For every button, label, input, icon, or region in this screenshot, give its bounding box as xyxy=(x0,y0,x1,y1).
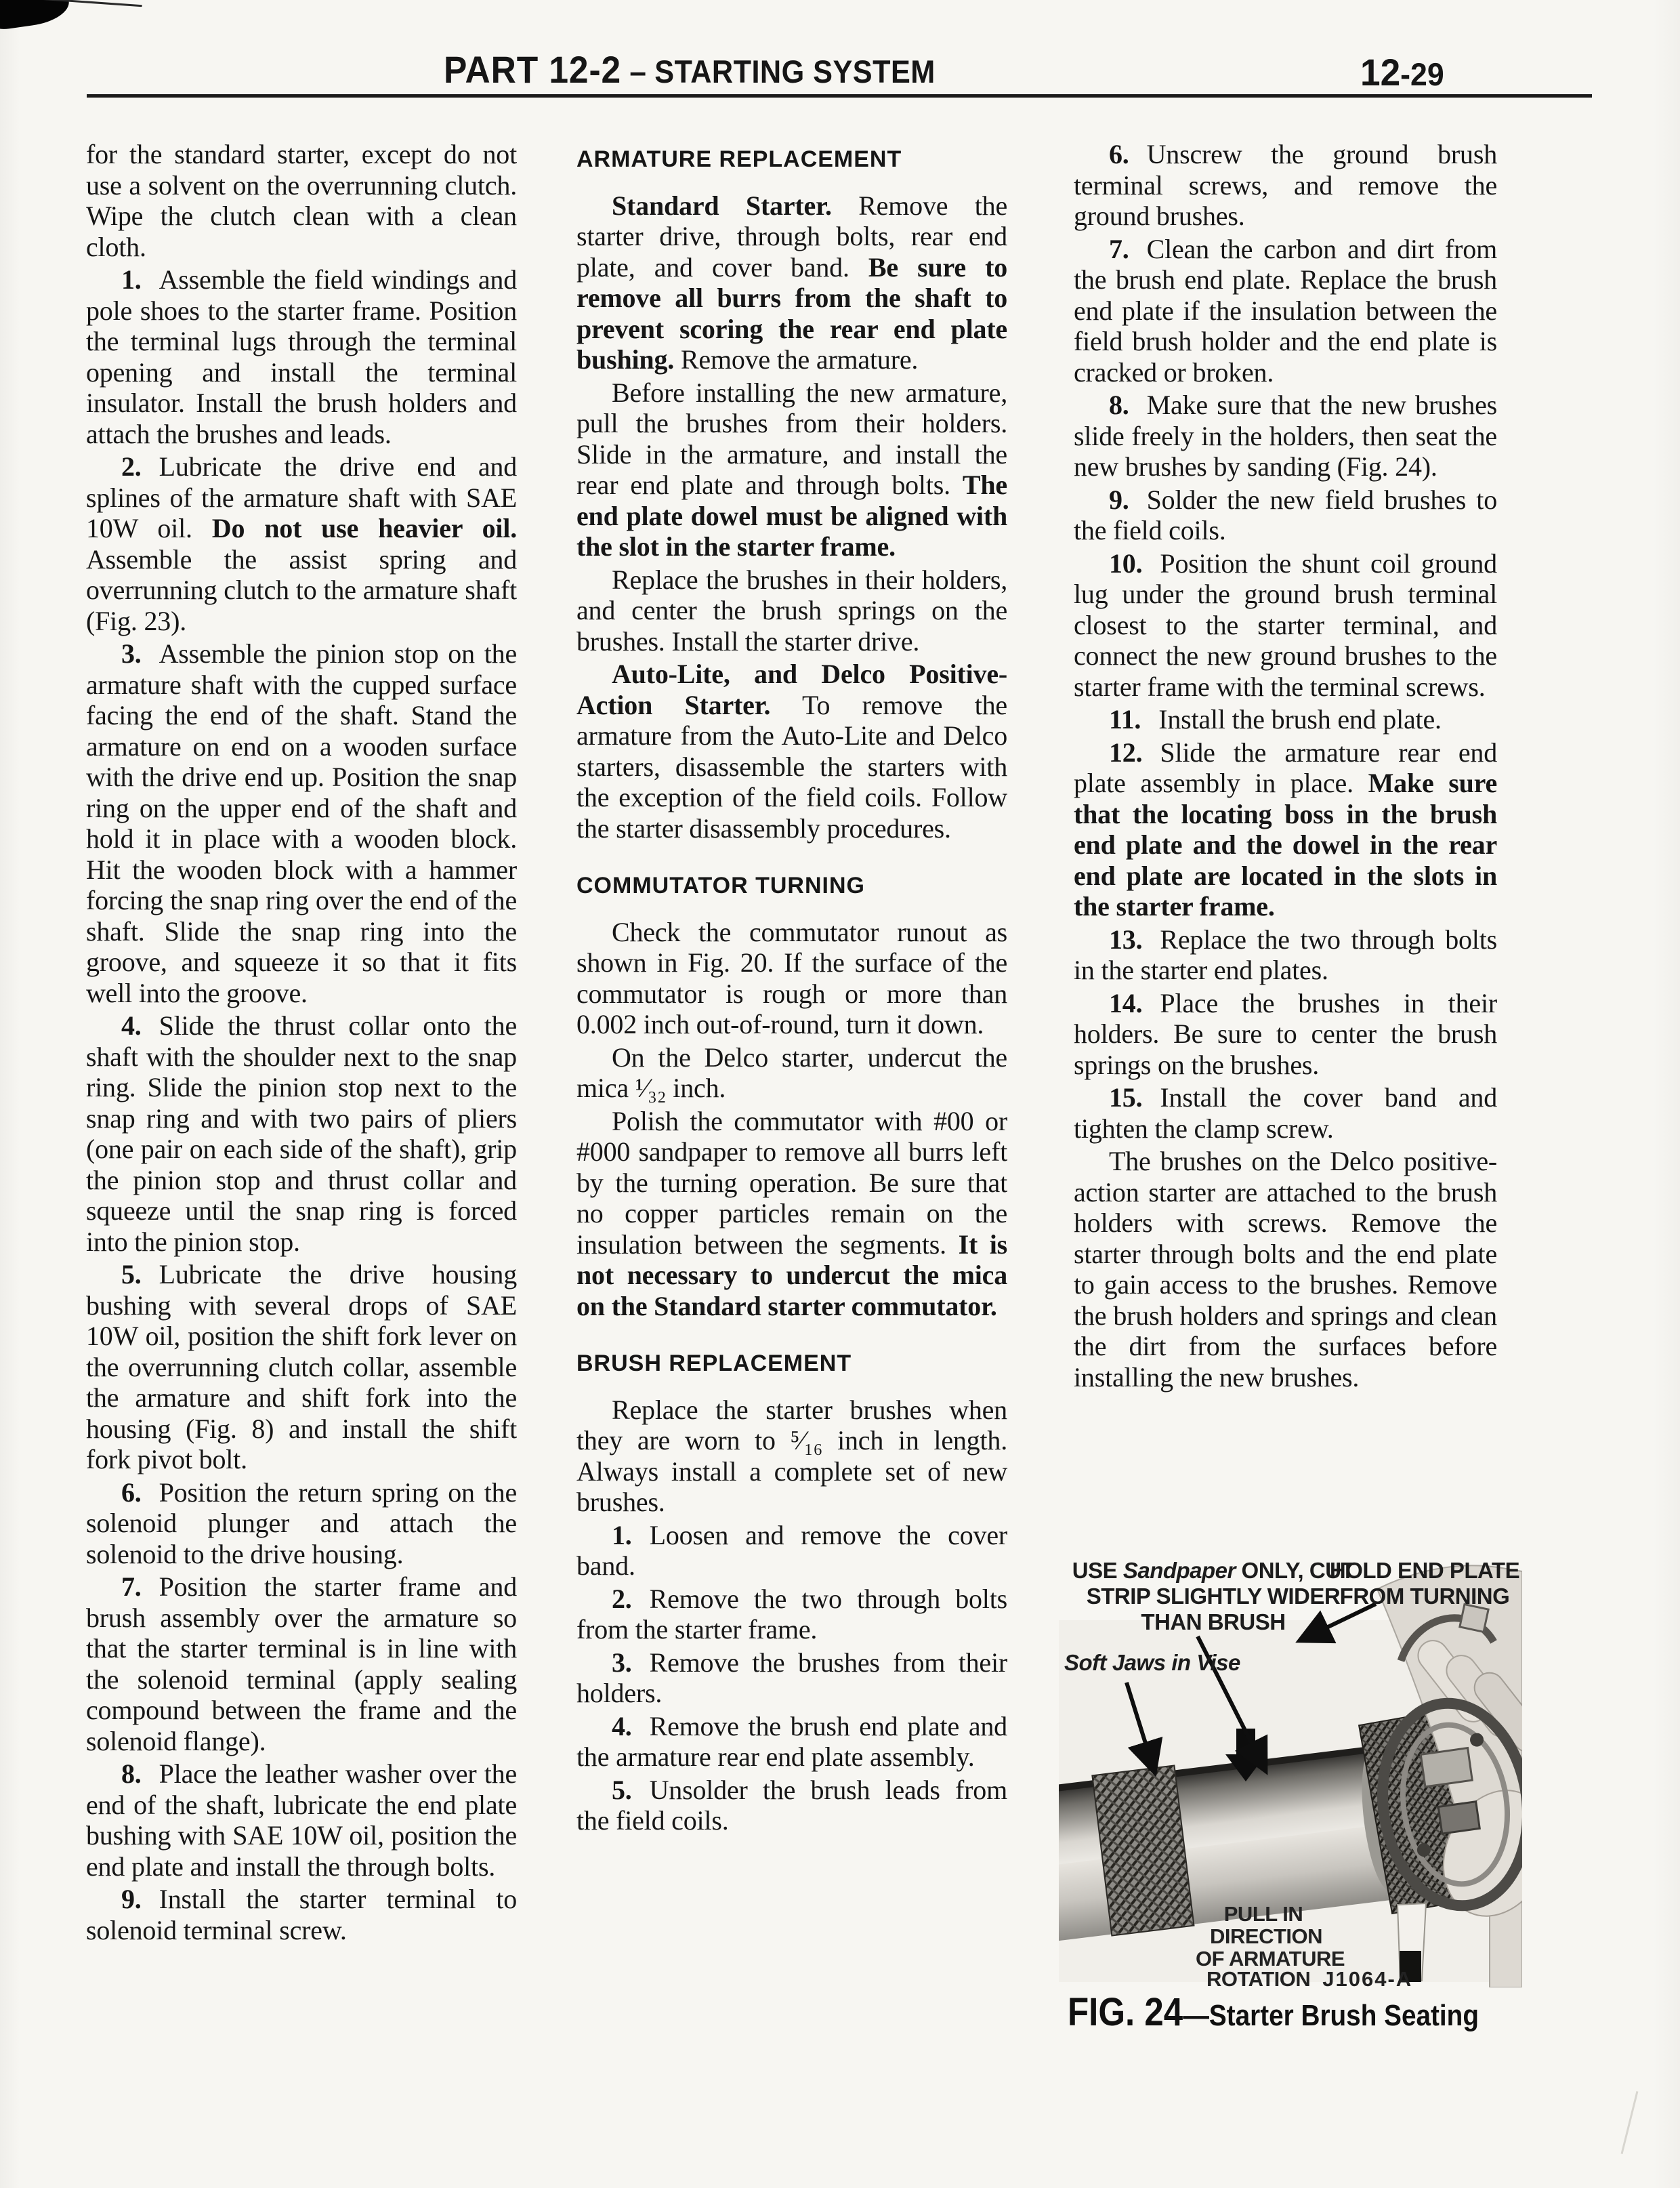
step-item: 7. Position the starter frame and brush assembly over the armature so that the starter terminal is in line with the solenoid terminal (apply sealing compound between the frame and the solenoid flange). xyxy=(86,1571,517,1756)
step-number: 8. xyxy=(1109,390,1129,420)
step-number: 2. xyxy=(612,1583,632,1614)
step-number: 9. xyxy=(121,1884,142,1914)
label-than-brush: THAN BRUSH xyxy=(1141,1609,1286,1634)
paragraph: On the Delco starter, undercut the mica ¹⁄₃₂ inch. xyxy=(576,1041,1007,1103)
step-item: 3. Remove the brushes from their holders. xyxy=(576,1647,1007,1708)
step-item: 1. Loosen and remove the cover band. xyxy=(576,1519,1007,1581)
step-number: 9. xyxy=(1109,484,1129,515)
photo-id: J1064-A xyxy=(1322,1967,1413,1987)
section-heading: BRUSH REPLACEMENT xyxy=(576,1350,852,1376)
step-number: 8. xyxy=(121,1758,142,1789)
caption-title: —Starter Brush Seating xyxy=(1183,1999,1479,2032)
step-number: 1. xyxy=(612,1519,632,1550)
paragraph: Replace the brushes in their holders, and center the brush springs on the brushes. Install the starter drive. xyxy=(576,564,1007,657)
step-number: 4. xyxy=(121,1010,142,1041)
step-number: 7. xyxy=(121,1571,142,1602)
step-item: 8. Place the leather washer over the end of the shaft, lubricate the end plate bushing with SAE 10W oil, position the end plate and install the through bolts. xyxy=(86,1758,517,1882)
step-number: 15. xyxy=(1109,1082,1143,1113)
column-1 xyxy=(86,139,517,1947)
step-number: 5. xyxy=(121,1259,142,1289)
step-item: 14. Place the brushes in their holders. Be sure to center the brush springs on the brushes. xyxy=(1074,987,1497,1080)
step-item: 5. Lubricate the drive housing bushing with several drops of SAE 10W oil, position the shift fork lever on the overrunning clutch collar, assemble the armature and shift fork into the housing (Fig. 8) and install the shift fork pivot bolt. xyxy=(86,1259,517,1474)
page-title xyxy=(444,47,936,91)
step-number: 13. xyxy=(1109,924,1143,955)
caption-fig-number: FIG. 24 xyxy=(1068,1990,1183,2034)
step-item: 6. Unscrew the ground brush terminal screws, and remove the ground brushes. xyxy=(1074,139,1497,231)
step-item: 4. Slide the thrust collar onto the shaft with the shoulder next to the snap ring. Slide the pinion stop next to the snap ring and with two pairs of pliers (one pair on each side of the shaft), grip the pinion stop and thrust collar and squeeze until the snap ring is forced into the pinion stop. xyxy=(86,1010,517,1257)
paragraph: Standard Starter. Remove the starter drive, through bolts, rear end plate, and cover band. Be sure to remove all burrs from the shaft to prevent scoring the rear end plate bushing. Remove the armature. xyxy=(576,190,1007,375)
step-item: 12. Slide the armature rear end plate assembly in place. Make sure that the locating boss in the brush end plate and the dowel in the rear end plate are located in the slots in the starter frame. xyxy=(1074,737,1497,922)
step-item: 1. Assemble the field windings and pole shoes to the starter frame. Position the terminal lugs through the terminal opening and install the terminal insulator. Install the brush holders and attach the brushes and leads. xyxy=(86,264,517,449)
header-rule xyxy=(87,94,1592,98)
label-use-sandpaper: USE Sandpaper ONLY, CUT xyxy=(1072,1558,1355,1583)
page-number-major: 12 xyxy=(1360,51,1401,94)
step-item: 9. Install the starter terminal to solenoid terminal screw. xyxy=(86,1884,517,1945)
step-number: 14. xyxy=(1109,987,1143,1018)
label-from-turning: FROM TURNING xyxy=(1339,1584,1510,1609)
paragraph: Replace the starter brushes when they are worn to ⁵⁄₁₆ inch in length. Always install a complete set of new brushes. xyxy=(576,1394,1007,1517)
paragraph: Polish the commutator with #00 or #000 sandpaper to remove all burrs left by the turning operation. Be sure that no copper particles remain on the insulation between the segments. It is not necessary to undercut the mica on the Standard starter commutator. xyxy=(576,1105,1007,1321)
step-item: 8. Make sure that the new brushes slide freely in the holders, then seat the new brushes by sanding (Fig. 24). xyxy=(1074,390,1497,482)
step-number: 3. xyxy=(121,638,142,669)
step-number: 2. xyxy=(121,451,142,482)
step-item: 11. Install the brush end plate. xyxy=(1109,704,1442,735)
step-number: 6. xyxy=(1109,139,1129,169)
title-dash: – xyxy=(621,54,655,90)
step-item: 10. Position the shunt coil ground lug under the ground brush terminal closest to the starter terminal, and connect the new ground brushes to the starter frame with the terminal screws. xyxy=(1074,548,1497,702)
section-title: STARTING SYSTEM xyxy=(654,54,936,89)
step-item: 2. Remove the two through bolts from the starter frame. xyxy=(576,1583,1007,1645)
label-rotation: ROTATION J1064-A xyxy=(1206,1967,1412,1987)
column-2 xyxy=(576,139,1007,1838)
label-direction: DIRECTION xyxy=(1210,1924,1322,1948)
step-number: 4. xyxy=(612,1710,632,1741)
figure-24-illustration xyxy=(1059,1547,1522,1987)
step-item: 5. Unsolder the brush leads from the field coils. xyxy=(576,1774,1007,1836)
page-header xyxy=(0,47,1680,95)
step-number: 10. xyxy=(1109,548,1143,579)
page-number-minor: -29 xyxy=(1400,56,1444,92)
scan-ink-blob xyxy=(0,0,71,31)
label-hold-end-plate: HOLD END PLATE xyxy=(1329,1558,1520,1583)
figure-caption xyxy=(1068,1989,1479,2035)
step-item: 2. Lubricate the drive end and splines of the armature shaft with SAE 10W oil. Do not use heavier oil. Assemble the assist spring and overrunning clutch to the armature shaft (Fig. 23). xyxy=(86,451,517,636)
step-item: 13. Replace the two through bolts in the starter end plates. xyxy=(1074,924,1497,985)
step-number: 3. xyxy=(612,1647,632,1678)
paragraph: Check the commutator runout as shown in Fig. 20. If the surface of the commutator is rough or more than 0.002 inch out-of-round, turn it down. xyxy=(576,916,1007,1039)
column-3 xyxy=(1074,139,1497,1395)
step-number: 12. xyxy=(1109,737,1143,768)
step-number: 7. xyxy=(1109,233,1129,264)
step-item: 15. Install the cover band and tighten the clamp screw. xyxy=(1074,1082,1497,1144)
step-number: 5. xyxy=(612,1774,632,1805)
section-heading: COMMUTATOR TURNING xyxy=(576,873,865,899)
section-heading: ARMATURE REPLACEMENT xyxy=(576,146,902,172)
step-item: 7. Clean the carbon and dirt from the brush end plate. Replace the brush end plate if the insulation between the field brush holder and the end plate is cracked or broken. xyxy=(1074,233,1497,388)
paragraph: Auto-Lite, and Delco Positive-Action Starter. To remove the armature from the Auto-Lite and Delco starters, disassemble the starters with the exception of the field coils. Follow the starter disassembly procedures. xyxy=(576,659,1007,844)
scan-scratch-mark xyxy=(1621,2091,1639,2154)
step-item: 9. Solder the new field brushes to the field coils. xyxy=(1074,484,1497,545)
brush-holder xyxy=(1438,1802,1479,1834)
brush-holder xyxy=(1421,1748,1472,1787)
step-number: 6. xyxy=(121,1477,142,1508)
label-of-armature: OF ARMATURE xyxy=(1195,1947,1345,1970)
paragraph: for the standard starter, except do not use a solvent on the overrunning clutch. Wipe the clutch clean with a clean cloth. xyxy=(86,139,517,262)
paragraph: The brushes on the Delco positive-action starter are attached to the brush holders with screws. Remove the starter through bolts and the end plate to gain access to the brushes. Remove the brush holders and springs and clean the dirt from the surfaces before installing the new brushes. xyxy=(1074,1146,1497,1392)
step-item: 6. Position the return spring on the solenoid plunger and attach the solenoid to the drive housing. xyxy=(86,1477,517,1569)
label-soft-jaws: Soft Jaws in Vise xyxy=(1064,1650,1240,1675)
part-label: PART 12-2 xyxy=(444,48,622,91)
step-number: 1. xyxy=(121,264,142,295)
step-item: 3. Assemble the pinion stop on the armature shaft with the cupped surface facing the end of the shaft. Stand the armature on end on a wooden surface with the drive end up. Position the snap ring on the upper end of the shaft and hold it in place with a wooden block. Hit the wooden block with a hammer forcing the snap ring over the end of the shaft. Slide the snap ring into the groove, and squeeze it so that it fits well into the groove. xyxy=(86,638,517,1008)
paragraph: Before installing the new armature, pull the brushes from their holders. Slide in the armature, and install the rear end plate and through bolts. The end plate dowel must be aligned with the slot in the starter frame. xyxy=(576,377,1007,562)
step-item: 4. Remove the brush end plate and the armature rear end plate assembly. xyxy=(576,1710,1007,1772)
step-number: 11. xyxy=(1109,704,1141,735)
label-pull-in: PULL IN xyxy=(1223,1902,1303,1926)
label-strip-wider: STRIP SLIGHTLY WIDER xyxy=(1086,1584,1341,1609)
page-number xyxy=(1360,50,1444,94)
